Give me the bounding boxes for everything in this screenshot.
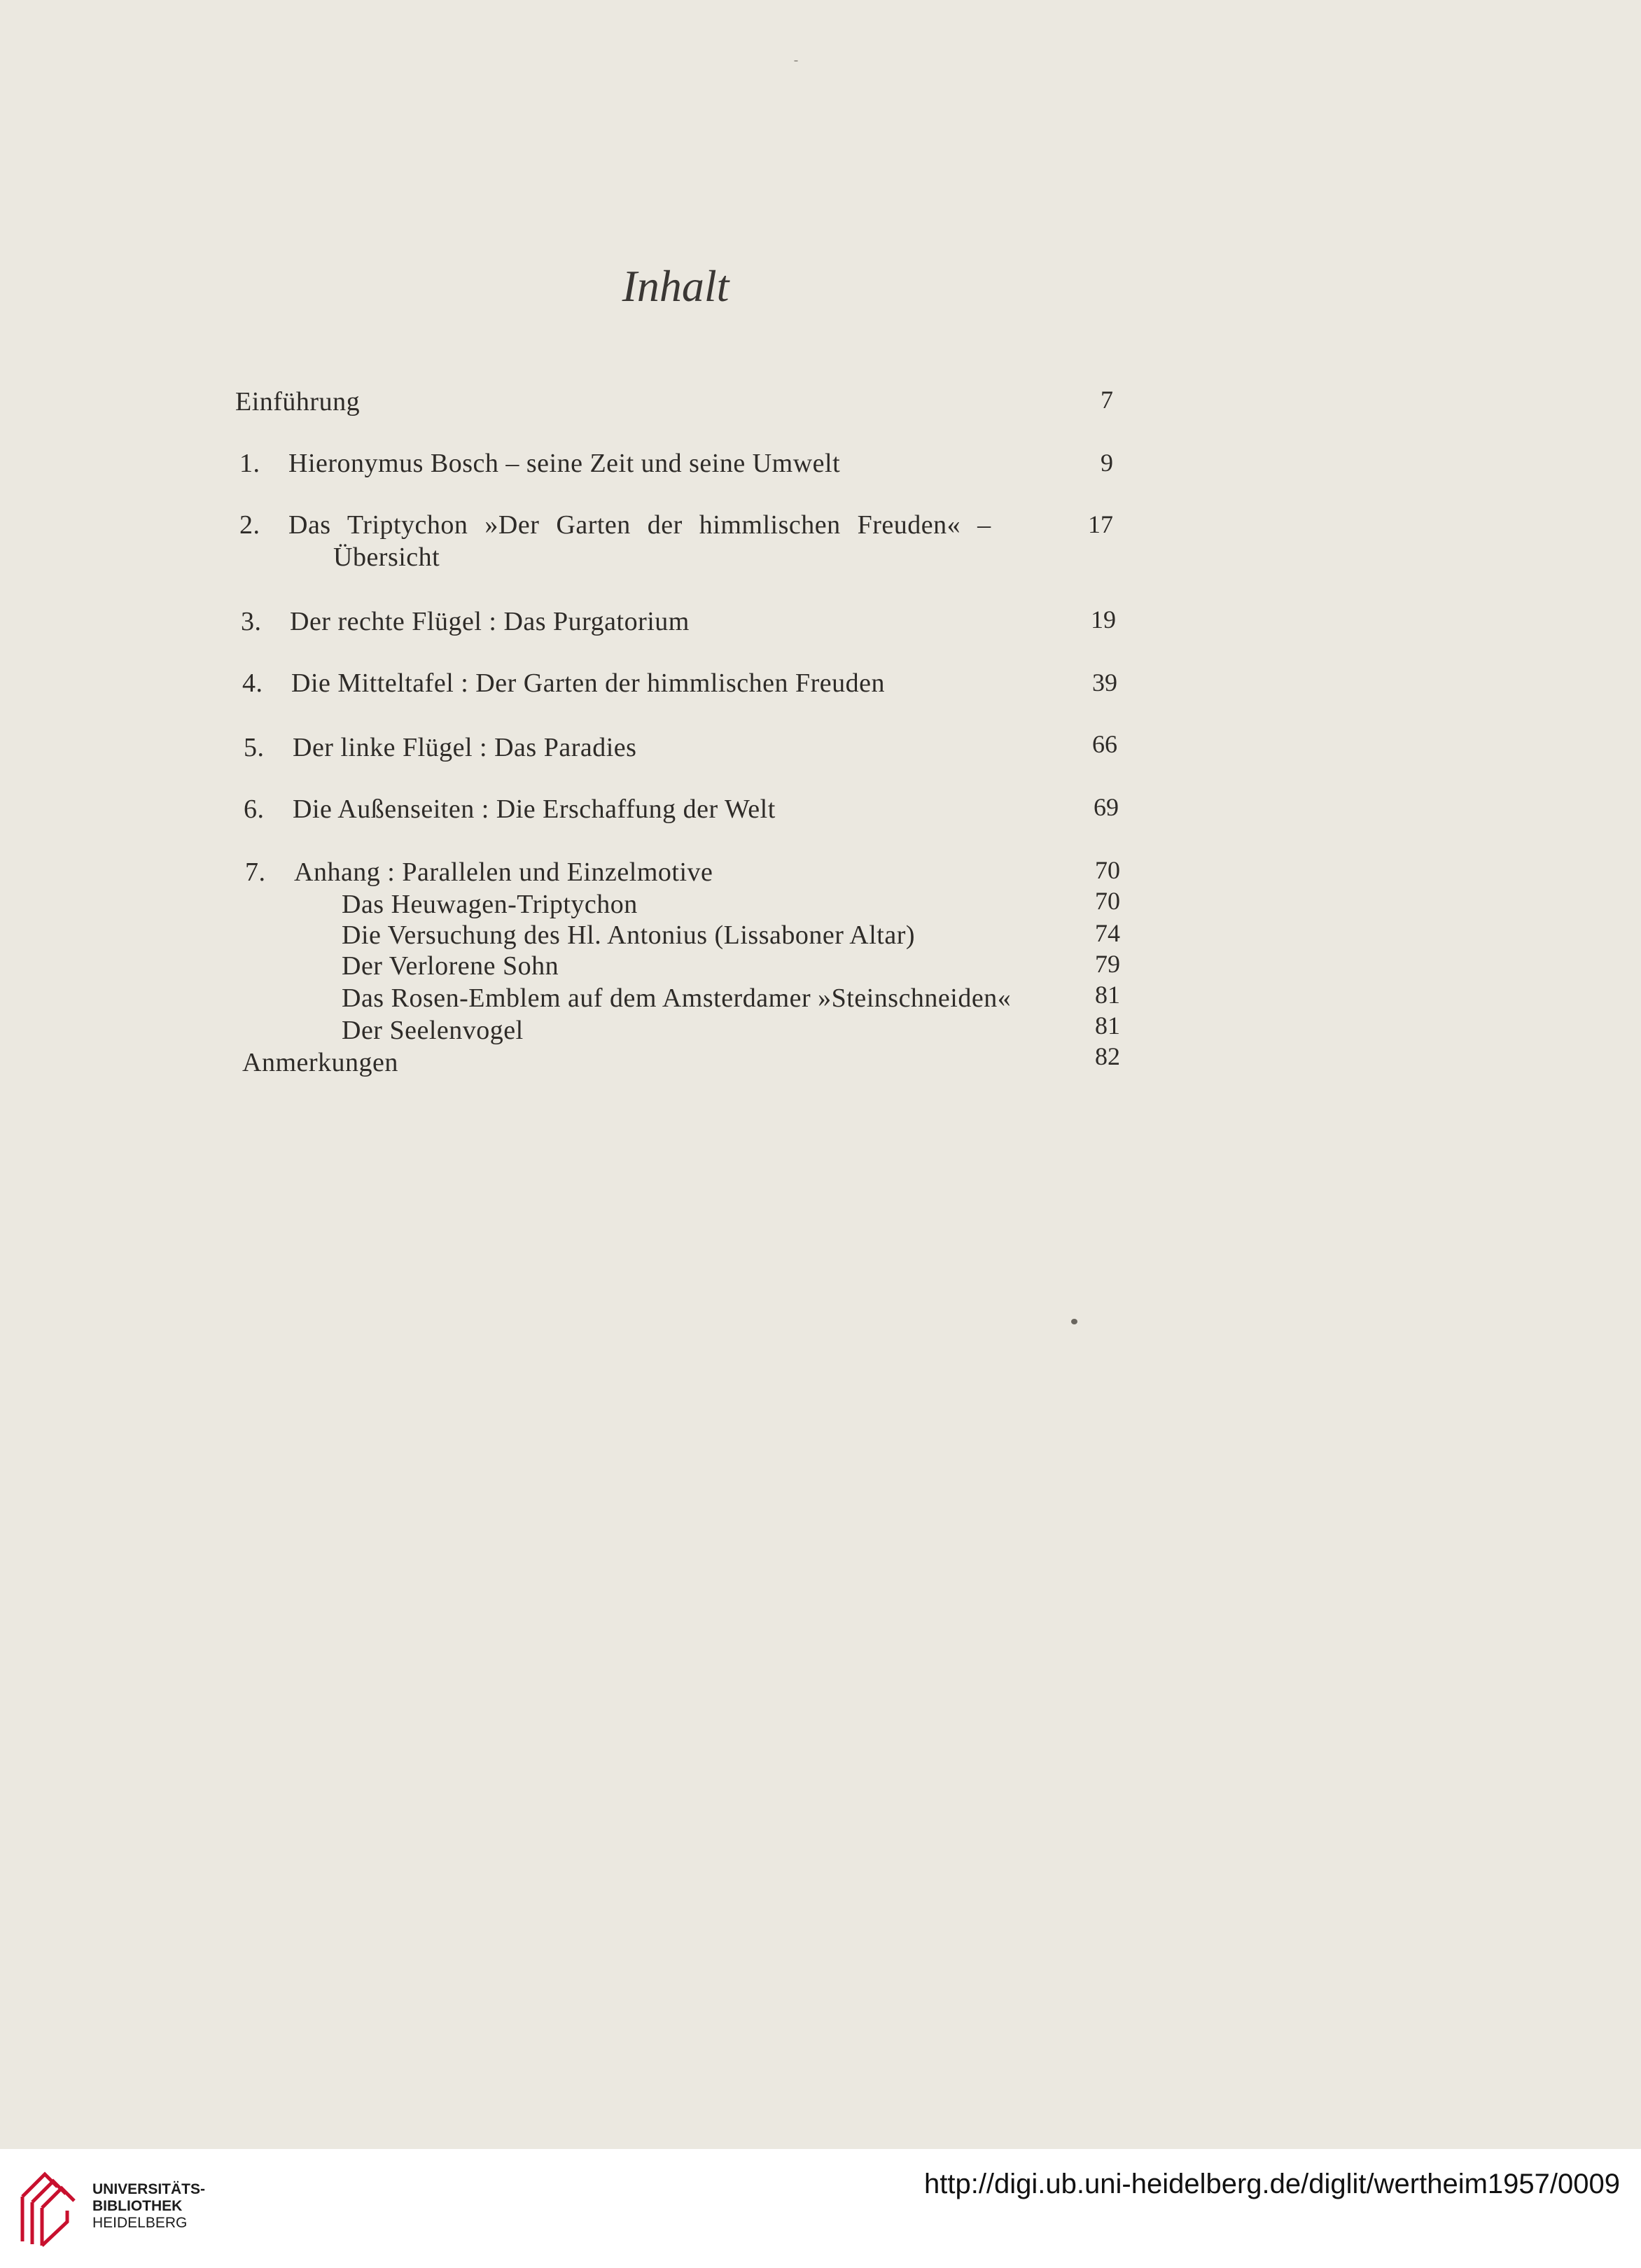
toc-page-number: 70 — [1095, 856, 1120, 884]
toc-entry-number: 2. — [239, 510, 260, 540]
toc-subentry-label: Das Rosen-Emblem auf dem Amsterdamer »Steinschneiden« — [342, 983, 1012, 1013]
paper-speck — [1071, 1319, 1077, 1324]
toc-subentry-label: Das Heuwagen-Triptychon — [342, 890, 638, 919]
toc-entry-label: Anmerkungen — [242, 1048, 398, 1077]
paper-speck — [794, 60, 798, 62]
toc-entry-label: Der linke Flügel : Das Paradies — [293, 733, 637, 762]
toc-entry-number: 6. — [244, 794, 265, 824]
toc-page-number: 17 — [1088, 510, 1113, 538]
toc-entry-label: Die Außenseiten : Die Erschaffung der Welt — [293, 794, 776, 824]
toc-page-number: 69 — [1094, 793, 1119, 821]
toc-page-number: 81 — [1095, 1011, 1120, 1040]
toc-entry-number: 4. — [242, 668, 263, 698]
toc-entry-label: Das Triptychon »Der Garten der himmlischen Freuden« – — [288, 510, 991, 540]
library-footer — [0, 2149, 1641, 2268]
toc-page-number: 66 — [1092, 730, 1117, 758]
page-title: Inhalt — [622, 261, 729, 311]
toc-page-number: 39 — [1092, 668, 1117, 696]
toc-page-number: 7 — [1101, 386, 1113, 414]
toc-entry-number: 1. — [239, 449, 260, 478]
toc-page-number: 9 — [1101, 449, 1113, 477]
toc-page-number: 81 — [1095, 981, 1120, 1009]
toc-subentry-label: Der Seelenvogel — [342, 1016, 524, 1045]
toc-page-number: 74 — [1095, 919, 1120, 947]
source-url-link[interactable]: http://digi.ub.uni-heidelberg.de/diglit/wertheim1957/0009 — [923, 2169, 1620, 2199]
toc-entry-number: 3. — [241, 607, 262, 636]
library-name-line: HEIDELBERG — [92, 2215, 188, 2231]
toc-entry-label: Die Mitteltafel : Der Garten der himmlischen Freuden — [291, 668, 886, 698]
toc-page-number: 19 — [1091, 606, 1116, 634]
toc-subentry-label: Die Versuchung des Hl. Antonius (Lissaboner Altar) — [342, 920, 916, 950]
toc-entry-label: Hieronymus Bosch – seine Zeit und seine Umwelt — [288, 449, 841, 478]
toc-subentry-label: Der Verlorene Sohn — [342, 951, 559, 981]
library-name-line: UNIVERSITÄTS- — [92, 2181, 206, 2197]
toc-page-number: 82 — [1095, 1042, 1120, 1070]
library-name — [92, 2181, 205, 2232]
toc-entry-label: Anhang : Parallelen und Einzelmotive — [294, 858, 713, 887]
toc-entry-label-continued: Übersicht — [333, 542, 440, 572]
toc-page-number: 79 — [1095, 950, 1120, 978]
toc-entry-label: Der rechte Flügel : Das Purgatorium — [290, 607, 690, 636]
toc-page-number: 70 — [1095, 887, 1120, 915]
toc-entry-label: Einführung — [235, 387, 361, 416]
library-logo-icon — [17, 2169, 87, 2247]
library-name-line: BIBLIOTHEK — [92, 2198, 183, 2214]
toc-entry-number: 5. — [244, 733, 265, 762]
toc-entry-number: 7. — [245, 858, 266, 887]
